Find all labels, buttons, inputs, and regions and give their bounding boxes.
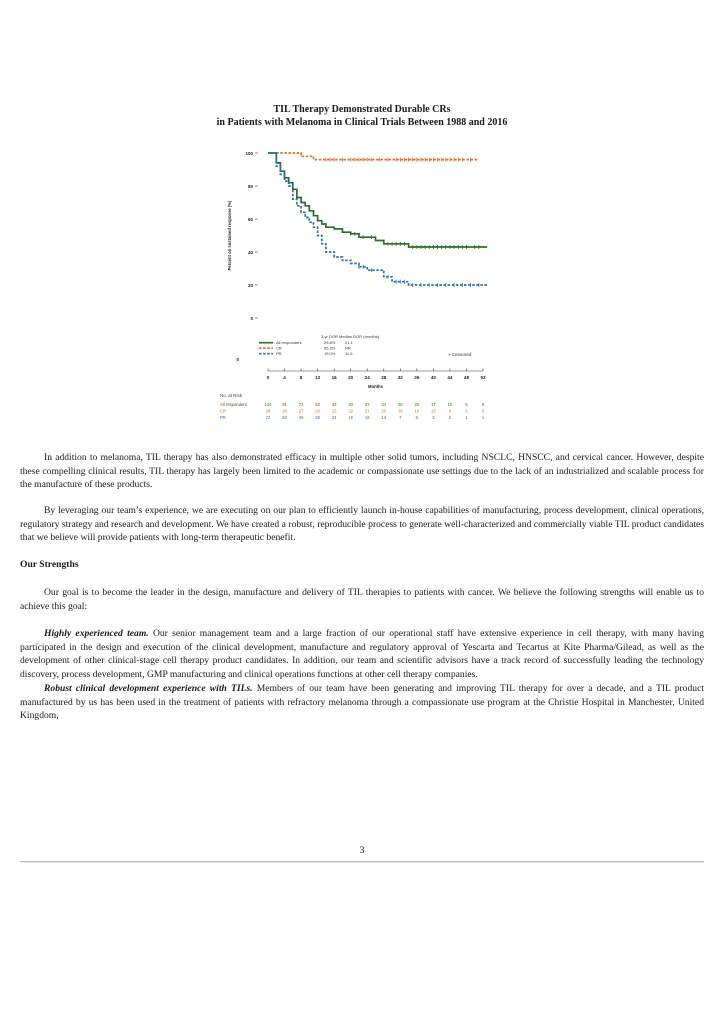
paragraph-melanoma — [20, 451, 704, 492]
paragraph-goal — [20, 586, 704, 613]
section-heading: Our Strengths — [20, 559, 79, 570]
risk-cell: 22 — [414, 402, 420, 407]
risk-cell: 27 — [298, 408, 304, 414]
series-line-all-responders — [268, 153, 487, 247]
risk-cell: 5 — [465, 402, 468, 407]
risk-cell: 28 — [265, 408, 271, 414]
risk-cell: 7 — [399, 415, 402, 420]
paragraph-lead: Highly experienced team. — [44, 628, 149, 639]
y-tick-label: 100 — [245, 151, 253, 156]
risk-cell: 26 — [315, 408, 320, 414]
x-tick-label: 48 — [463, 375, 470, 380]
kaplan-meier-chart — [215, 143, 515, 433]
paragraph-text: Our goal is to become the leader in the design, manufacture and delivery of TIL therapies to patients with cancer. We believe the following strengths will enable us to achieve this goal: — [20, 587, 704, 612]
risk-cell: 6 — [415, 415, 419, 420]
paragraph-lead: Robust clinical development experience with TILs. — [44, 683, 253, 694]
censored-legend: + Censored — [448, 352, 472, 357]
risk-cell: 37 — [364, 402, 370, 407]
legend-label: PR — [276, 351, 282, 356]
legend-label: CR — [276, 345, 282, 351]
paragraph-text: In addition to melanoma, TIL therapy has also demonstrated efficacy in multiple other solid tumors, including NSCLC, HNSCC, and cervical cancer. However, despite these compelling clinical results, TIL therapy has largely been limited to the academic or compassionate use settings due to the lack of an industrialized and scalable process for the manufacture of these products. — [20, 452, 704, 491]
x-tick-label: 28 — [381, 375, 387, 380]
risk-cell: 134 — [264, 402, 272, 407]
paragraph-clinical — [20, 682, 704, 723]
risk-cell: 16 — [364, 415, 370, 420]
risk-cell: 16 — [414, 408, 420, 414]
legend-label: All responders — [276, 340, 302, 345]
y-tick-label: 80 — [247, 184, 253, 189]
y-tick-label: 20 — [247, 283, 253, 288]
risk-cell: 43 — [331, 402, 337, 407]
legend-median-value: 21.1 — [345, 340, 353, 345]
risk-row-label: CR — [220, 408, 227, 414]
risk-cell: 19 — [397, 408, 403, 414]
x-tick-label: 20 — [348, 375, 354, 380]
risk-cell: 36 — [315, 415, 320, 420]
risk-cell: 3 — [432, 415, 435, 420]
y-tick-zero-label: 0 — [236, 357, 239, 362]
x-tick-label: 44 — [447, 375, 453, 380]
risk-cell: 25 — [397, 402, 403, 407]
page-number: 3 — [359, 845, 365, 856]
x-tick-label: 12 — [315, 375, 321, 380]
risk-table-header: No. at Risk — [220, 393, 243, 398]
paragraph-leveraging — [20, 504, 704, 545]
risk-cell: 21 — [364, 408, 370, 414]
risk-cell: 2 — [448, 415, 452, 420]
x-axis-title: Months — [368, 384, 383, 389]
legend-dor-value: 15.0% — [324, 351, 336, 356]
legend-dor-value: 29.8% — [324, 340, 336, 345]
risk-cell: 28 — [282, 408, 287, 414]
risk-row-label: PR — [220, 415, 226, 420]
risk-cell: 14 — [381, 415, 387, 420]
risk-cell: 72 — [298, 402, 304, 407]
risk-cell: 5 — [465, 408, 468, 414]
x-tick-label: 0 — [266, 375, 270, 380]
risk-cell: 20 — [381, 408, 387, 414]
paragraph-team — [20, 627, 704, 681]
risk-cell: 9 — [448, 408, 452, 414]
x-tick-label: 40 — [430, 375, 436, 380]
risk-cell: 1 — [481, 415, 485, 420]
legend-header-median: Median DOR (months) — [339, 334, 380, 339]
x-tick-label: 24 — [364, 375, 370, 380]
risk-cell: 24 — [331, 415, 337, 420]
paragraph-text: Our senior management team and a large fraction of our operational staff have extensive experience in cell therapy, with many having participated in the design and execution of the clinical development, manufacture and regulatory approval of Yescarta and Tecartus at Kite Pharma/Gilead, as well as the development of other clinical-stage cell therapy product candidates. In addition, our team and scientific advisors have a track record of successfully leading the technology discovery, process development, GMP manufacturing and clinical operations functions at other cell therapy companies. — [20, 628, 704, 680]
risk-cell: 52 — [315, 402, 320, 407]
risk-cell: 6 — [481, 402, 485, 407]
legend-median-value: NR — [345, 345, 351, 351]
x-tick-label: 16 — [331, 375, 337, 380]
x-tick-label: 36 — [414, 375, 420, 380]
risk-cell: 34 — [381, 402, 387, 407]
risk-cell: 23 — [331, 408, 337, 414]
x-tick-label: 4 — [283, 375, 286, 380]
x-tick-label: 32 — [397, 375, 403, 380]
y-tick-label: 60 — [247, 217, 253, 222]
risk-cell: 63 — [282, 415, 287, 420]
legend-dor-value: 95.3% — [324, 345, 336, 351]
risk-cell: 17 — [431, 402, 436, 407]
legend-median-value: 11.5 — [345, 351, 353, 356]
series-line-cr — [268, 153, 479, 160]
risk-cell: 45 — [298, 415, 304, 420]
risk-cell: 18 — [348, 415, 354, 420]
risk-cell: 40 — [348, 402, 354, 407]
risk-cell: 5 — [481, 408, 485, 414]
y-tick-label: 0 — [250, 316, 253, 321]
page-divider — [20, 861, 704, 862]
x-tick-label: 52 — [480, 375, 486, 380]
risk-cell: 91 — [282, 402, 287, 407]
legend-header-dor: 3-yr DOR — [321, 334, 338, 339]
risk-cell: 72 — [265, 415, 271, 420]
risk-cell: 15 — [431, 408, 436, 414]
y-axis-title: Percent on sustained response (%) — [227, 200, 232, 271]
risk-cell: 10 — [447, 402, 453, 407]
risk-row-label: All responders — [220, 402, 247, 407]
series-line-pr — [268, 153, 487, 285]
figure-title-line2: in Patients with Melanoma in Clinical Trials Between 1988 and 2016 — [216, 117, 508, 128]
x-tick-label: 8 — [299, 375, 303, 380]
paragraph-text: By leveraging our team’s experience, we are executing on our plan to efficiently launch in-house capabilities of manufacturing, process development, clinical operations, regulatory strategy and research and development. We have created a robust, reproducible process to generate well-characterized and commercially viable TIL product candidates that we believe will provide patients with long-term therapeutic benefit. — [20, 505, 704, 544]
risk-cell: 22 — [348, 408, 354, 414]
figure-title-line1: TIL Therapy Demonstrated Durable CRs — [273, 104, 451, 115]
risk-cell: 1 — [465, 415, 468, 420]
paragraph-text: Members of our team have been generating and improving TIL therapy for over a decade, and a TIL product manufactured by us has been used in the treatment of patients with refractory melanoma through a compassionate use program at the Christie Hospital in Manchester, United Kingdom, — [20, 683, 705, 722]
y-tick-label: 40 — [247, 250, 253, 255]
